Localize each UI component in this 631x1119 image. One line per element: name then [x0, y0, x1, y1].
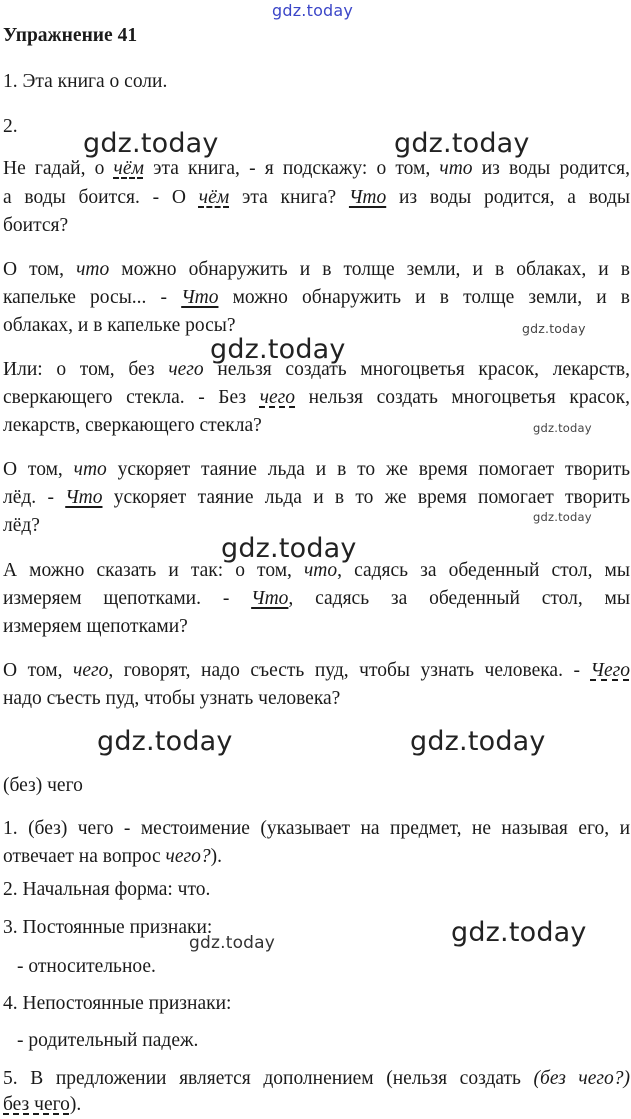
sentence-line: О том, что ускоряет таяние льда и в то же время помогает творить [3, 459, 630, 480]
sentence-line: облаках, и в капельке росы? [3, 315, 236, 336]
answer-2-label: 2. [3, 116, 18, 137]
sentence-line: лекарств, сверкающего стекла? [3, 415, 262, 436]
pronoun: чём [113, 158, 144, 179]
exercise-title: Упражнение 41 [3, 25, 138, 46]
pronoun: чём [198, 187, 230, 208]
watermark: gdz.today [83, 128, 219, 159]
watermark: gdz.today [410, 726, 546, 757]
pronoun: что [304, 560, 338, 581]
watermark: gdz.today [97, 726, 233, 757]
pronoun: Что [348, 187, 387, 208]
sentence-line: Не гадай, о чём эта книга, - я подскажу: о том, что из воды родится, [3, 158, 630, 179]
pronoun: Чего [590, 660, 630, 681]
watermark: gdz.today [189, 933, 276, 953]
watermark: gdz.today [451, 917, 587, 948]
watermark: gdz.today [221, 533, 357, 564]
sentence-line: лёд? [3, 515, 40, 536]
sentence-line: капельке росы... - Что можно обнаружить и в толще земли, и в [3, 287, 630, 308]
sentence-line: а воды боится. - О чём эта книга? Что из воды родится, а воды [3, 187, 631, 208]
pronoun: чего [73, 660, 109, 681]
analysis-item-5: 5. В предложении является дополнением (нельзя создать (без чего?) [3, 1068, 630, 1089]
analysis-item-3: 3. Постоянные признаки: [3, 917, 213, 938]
sentence-line: измеряем щепотками. - Что, садясь за обеденный стол, мы [3, 588, 630, 609]
watermark-top: gdz.today [272, 1, 354, 20]
sentence-line: О том, чего, говорят, надо съесть пуд, чтобы узнать человека. - Чего [3, 660, 630, 681]
analysis-item-4-sub: - родительный падеж. [17, 1030, 199, 1051]
answer-1: 1. Эта книга о соли. [3, 71, 168, 92]
pronoun: Что [65, 487, 103, 508]
analysis-item-2: 2. Начальная форма: что. [3, 879, 211, 900]
sentence-line: боится? [3, 215, 69, 236]
analysis-item-4: 4. Непостоянные признаки: [3, 993, 232, 1014]
sentence-line: лёд. - Что ускоряет таяние льда и в то же время помогает творить [3, 487, 630, 508]
pronoun: чего [168, 359, 204, 380]
analysis-word: (без) чего [3, 775, 83, 796]
watermark: gdz.today [533, 421, 592, 435]
analysis-item-1: 1. (без) чего - местоимение (указывает на предмет, не называя его, и [3, 818, 630, 839]
analysis-item-3-sub: - относительное. [17, 956, 156, 977]
watermark: gdz.today [522, 321, 586, 336]
watermark: gdz.today [394, 128, 530, 159]
pronoun: что [76, 259, 110, 280]
pronoun: что [73, 459, 107, 480]
pronoun: что [439, 158, 473, 179]
pronoun: Что [181, 287, 219, 308]
analysis-item-1-cont: отвечает на вопрос чего?). [3, 846, 222, 867]
pronoun: Что [251, 588, 289, 609]
sentence-line: О том, что можно обнаружить и в толще земли, и в облаках, и в [3, 259, 630, 280]
watermark: gdz.today [533, 510, 592, 524]
sentence-line: надо съесть пуд, чтобы узнать человека? [3, 688, 341, 709]
sentence-line: измеряем щепотками? [3, 616, 188, 637]
sentence-line: А можно сказать и так: о том, что, садясь за обеденный стол, мы [3, 560, 631, 581]
sentence-line: Или: о том, без чего нельзя создать многоцветья красок, лекарств, [3, 359, 630, 380]
sentence-line: сверкающего стекла. - Без чего нельзя создать многоцветья красок, [3, 387, 630, 408]
analysis-item-5-cont: без чего). [3, 1094, 82, 1115]
watermark: gdz.today [210, 334, 346, 365]
pronoun: чего [259, 387, 296, 408]
